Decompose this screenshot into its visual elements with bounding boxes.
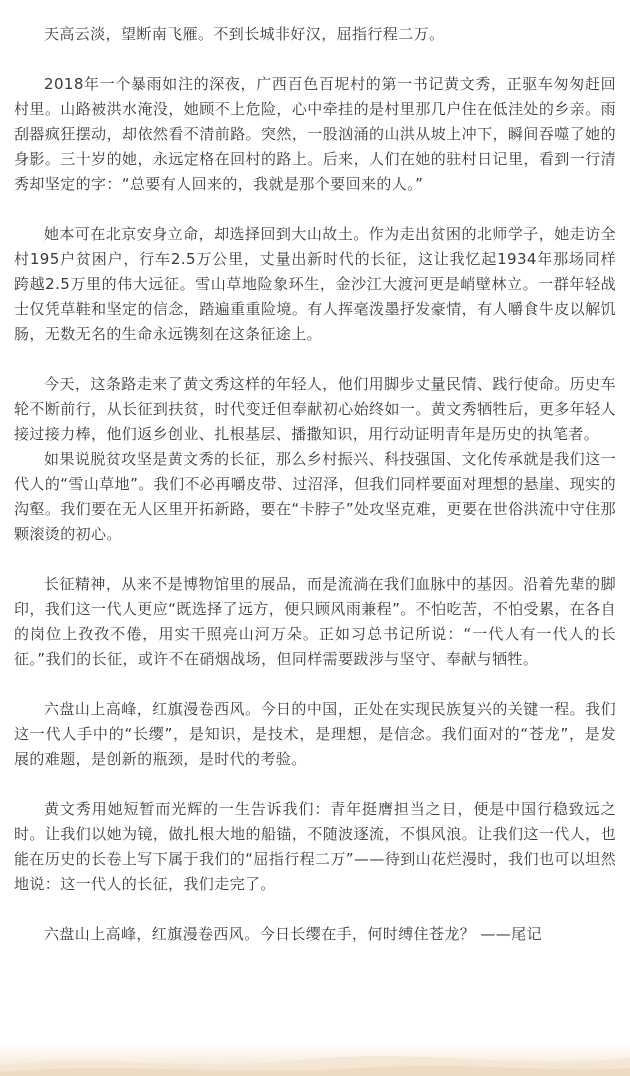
article-paragraph-8: 黄文秀用她短暂而光辉的一生告诉我们：青年挺膺担当之日，便是中国行稳致远之时。让我们以她为镜，做扎根大地的船锚，不随波逐流，不惧风浪。让我们这一代人，也能在历史的长卷上写下属于我们的“屈指行程二万”——待到山花烂漫时，我们也可以坦然地说：这一代人的长征，我们走完了。 xyxy=(14,800,616,893)
article-paragraph-5: 如果说脱贫攻坚是黄文秀的长征，那么乡村振兴、科技强国、文化传承就是我们这一代人的“雪山草地”。我们不必再嚼皮带、过沼泽，但我们同样要面对理想的悬崖、现实的沟壑。我们要在无人区里开拓新路，要在“卡脖子”处攻坚克难，更要在世俗洪流中守住那颗滚烫的初心。 xyxy=(14,450,616,543)
footer-decoration xyxy=(0,1042,630,1076)
article-paragraph-7: 六盘山上高峰，红旗漫卷西风。今日的中国，正处在实现民族复兴的关键一程。我们这一代人手中的“长缨”，是知识，是技术，是理想，是信念。我们面对的“苍龙”，是发展的难题，是创新的瓶颈，是时代的考验。 xyxy=(14,700,616,768)
footer-wave-graphic xyxy=(0,1042,630,1076)
article-paragraph-1: 天高云淡，望断南飞雁。不到长城非好汉，屈指行程二万。 xyxy=(44,25,445,43)
article-paragraph-9: 六盘山上高峰，红旗漫卷西风。今日长缨在手，何时缚住苍龙？ ——尾记 xyxy=(44,925,542,943)
article-paragraph-6: 长征精神，从来不是博物馆里的展品，而是流淌在我们血脉中的基因。沿着先辈的脚印，我们这一代人更应“既选择了远方，便只顾风雨兼程”。不怕吃苦，不怕受累，在各自的岗位上孜孜不倦，用实干照亮山河万朵。正如习总书记所说：“一代人有一代人的长征。”我们的长征，或许不在硝烟战场，但同样需要跋涉与坚守、奉献与牺牲。 xyxy=(14,575,616,668)
article-paragraph-3: 她本可在北京安身立命，却选择回到大山故土。作为走出贫困的北师学子，她走访全村195户贫困户，行车2.5万公里，丈量出新时代的长征，这让我忆起1934年那场同样跨越2.5万里的伟大远征。雪山草地险象环生，金沙江大渡河更是峭壁林立。一群年轻战士仅凭草鞋和坚定的信念，踏遍重重险境。有人挥毫泼墨抒发豪情，有人嚼食牛皮以解饥肠，无数无名的生命永远镌刻在这条征途上。 xyxy=(14,225,616,343)
article-paragraph-4: 今天，这条路走来了黄文秀这样的年轻人，他们用脚步丈量民情、践行使命。历史车轮不断前行，从长征到扶贫，时代变迁但奉献初心始终如一。黄文秀牺牲后，更多年轻人接过接力棒，他们返乡创业、扎根基层、播撒知识，用行动证明青年是历史的执笔者。 xyxy=(14,375,616,443)
article-paragraph-2: 2018年一个暴雨如注的深夜，广西百色百坭村的第一书记黄文秀，正驱车匆匆赶回村里。山路被洪水淹没，她顾不上危险，心中牵挂的是村里那几户住在低洼处的乡亲。雨刮器疯狂摆动，却依然看不清前路。突然，一股汹涌的山洪从坡上冲下，瞬间吞噬了她的身影。三十岁的她，永远定格在回村的路上。后来，人们在她的驻村日记里，看到一行清秀却坚定的字：“总要有人回来的，我就是那个要回来的人。” xyxy=(14,75,616,193)
